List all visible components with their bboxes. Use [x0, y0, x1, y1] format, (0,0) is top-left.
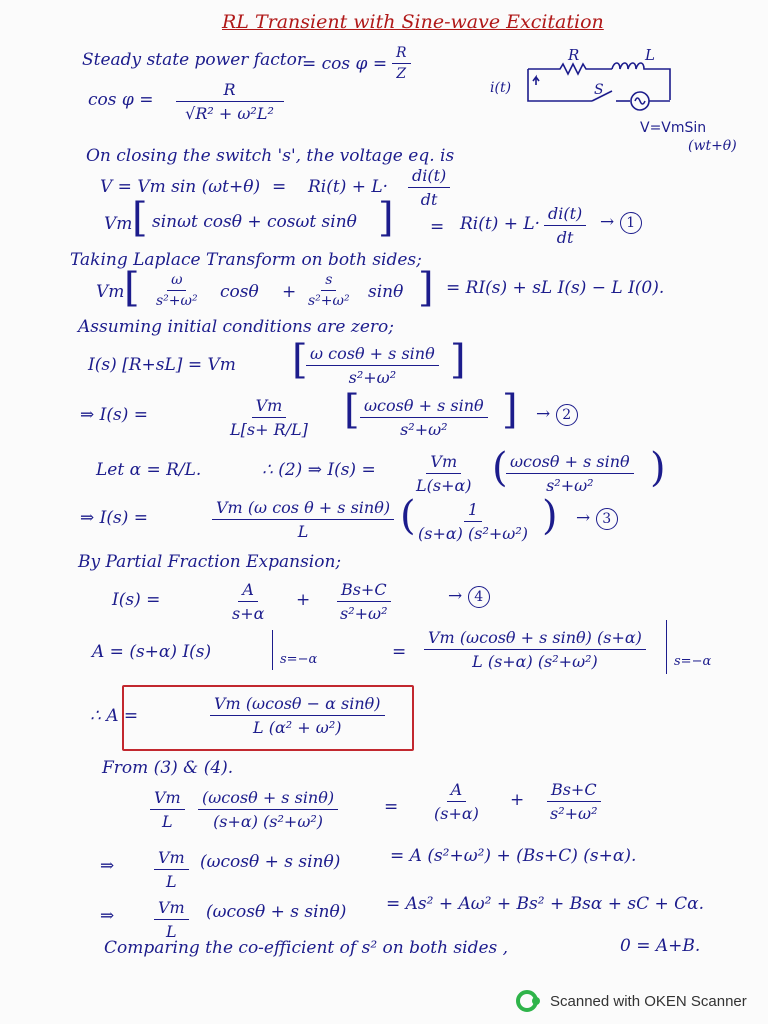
- fraction-denominator: s²+ω²: [156, 293, 198, 309]
- fraction-numerator: Vm: [252, 396, 287, 418]
- fraction-denominator: s²+ω²: [308, 293, 350, 309]
- power-factor-fraction: [392, 45, 411, 82]
- is-lhs: I(s) [R+sL] = Vm: [88, 355, 236, 375]
- cos-phi-lhs: cos φ =: [88, 90, 154, 110]
- left-paren: (: [400, 493, 416, 539]
- source-label: V=VmSin: [640, 120, 707, 136]
- voltage-eq-rhs: Ri(t) + L·: [308, 177, 389, 197]
- comparing-text: Comparing the co-efficient of s² on both sides ,: [104, 938, 509, 958]
- a-fraction: [424, 628, 646, 671]
- a-equals: =: [392, 642, 407, 662]
- pf4-lhs: I(s) =: [112, 590, 161, 610]
- h-rhs: = As² + Aω² + Bs² + Bsα + sC + Cα.: [386, 894, 705, 914]
- fraction-denominator: √R² + ω²L²: [185, 104, 274, 123]
- laplace-sin: sinθ: [368, 282, 404, 302]
- is3-fraction-1: [212, 498, 394, 541]
- fraction-denominator: L: [166, 922, 177, 941]
- fraction-numerator: Vm: [154, 848, 189, 870]
- equation-number: 1: [620, 212, 642, 234]
- right-paren: ): [542, 493, 558, 539]
- fraction-numerator: R: [392, 45, 411, 64]
- evaluation-bar: [666, 620, 667, 674]
- g-implies: ⇒: [100, 856, 115, 876]
- equation-1-marker: → 1: [600, 212, 642, 234]
- fraction-numerator: ω: [167, 272, 186, 291]
- fraction-numerator: Vm: [150, 788, 185, 810]
- fraction-denominator: Z: [396, 66, 407, 82]
- cos-phi-fraction: [172, 80, 287, 123]
- a-subscript: s=−α: [280, 652, 318, 667]
- fraction-denominator: L[s+ R/L]: [230, 420, 308, 439]
- fraction-denominator: L (α² + ω²): [253, 718, 342, 737]
- laplace-fraction-1: [152, 272, 202, 309]
- is3-lhs: ⇒ I(s) =: [80, 508, 148, 528]
- right-paren: ): [650, 445, 666, 491]
- let-fraction-1: [412, 452, 476, 495]
- laplace-plus: +: [282, 282, 297, 302]
- right-bracket: ]: [450, 337, 466, 383]
- right-bracket: ]: [418, 265, 434, 311]
- fraction-denominator: s²+ω²: [550, 804, 598, 823]
- h-fraction: [154, 898, 189, 941]
- fraction-denominator: L(s+α): [416, 476, 472, 495]
- from-text: From (3) & (4).: [102, 758, 234, 778]
- vm-expand-label: Vm: [104, 214, 133, 234]
- left-bracket: [: [344, 387, 360, 433]
- page-title: RL Transient with Sine-wave Excitation: [222, 11, 604, 33]
- from-fraction-3: [430, 780, 483, 823]
- fraction-denominator: (s+α) (s²+ω²): [418, 524, 528, 543]
- fraction-numerator: di(t): [408, 166, 450, 188]
- laplace-fraction-2: [304, 272, 354, 309]
- equation-3-marker: → 3: [576, 508, 618, 530]
- is2-fraction-1: [226, 396, 312, 439]
- fraction-denominator: s²+ω²: [340, 604, 388, 623]
- fraction-denominator: L: [297, 522, 309, 541]
- is2-lhs: ⇒ I(s) =: [80, 405, 148, 425]
- di-dt-fraction-2: [544, 204, 586, 247]
- fraction-denominator: s+α: [232, 604, 265, 623]
- fraction-numerator: ωcosθ + s sinθ: [506, 452, 634, 474]
- switch-label: S: [594, 82, 604, 98]
- fraction-numerator: Vm: [154, 898, 189, 920]
- fraction-numerator: (ωcosθ + s sinθ): [198, 788, 338, 810]
- laplace-cos: cosθ: [220, 282, 259, 302]
- fraction-numerator: ω cosθ + s sinθ: [306, 344, 439, 366]
- fraction-denominator: s²+ω²: [400, 420, 448, 439]
- partial-fraction-text: By Partial Fraction Expansion;: [78, 552, 342, 572]
- pf4-plus: +: [296, 590, 311, 610]
- laplace-text: Taking Laplace Transform on both sides;: [70, 250, 422, 270]
- resistor-label: R: [568, 46, 580, 64]
- di-dt-fraction: [408, 166, 450, 209]
- fraction-numerator: R: [176, 80, 284, 102]
- from-equals: =: [384, 797, 399, 817]
- oken-logo-icon: [516, 988, 542, 1014]
- fraction-numerator: Vm (ω cos θ + s sinθ): [212, 498, 394, 520]
- from-fraction-1: [150, 788, 185, 831]
- fraction-numerator: Bs+C: [337, 580, 391, 602]
- scanner-watermark: [516, 988, 747, 1014]
- equation-number: 2: [556, 404, 578, 426]
- current-label: i(t): [490, 80, 512, 96]
- fraction-numerator: ωcosθ + s sinθ: [360, 396, 488, 418]
- a-box-lhs: ∴ A =: [90, 706, 139, 726]
- from-fraction-4: [546, 780, 602, 823]
- equation-number: 4: [468, 586, 490, 608]
- fraction-denominator: (s+α) (s²+ω²): [213, 812, 324, 831]
- fraction-numerator: 1: [464, 500, 482, 522]
- h-implies: ⇒: [100, 906, 115, 926]
- fraction-denominator: (s+α): [434, 804, 479, 823]
- comparing-rhs: 0 = A+B.: [620, 936, 701, 956]
- fraction-numerator: Vm (ωcosθ − α sinθ): [210, 694, 385, 716]
- left-paren: (: [492, 445, 508, 491]
- equation-4-marker: → 4: [448, 586, 490, 608]
- left-bracket: [: [132, 195, 148, 241]
- power-factor-eq: = cos φ =: [302, 54, 388, 74]
- vm-expand-rhs: Ri(t) + L·: [460, 214, 541, 234]
- a-lhs: A = (s+α) I(s): [92, 642, 212, 662]
- left-bracket: [: [292, 337, 308, 383]
- g-middle: (ωcosθ + s sinθ): [200, 852, 341, 872]
- h-middle: (ωcosθ + s sinθ): [206, 902, 347, 922]
- vm-expand-equals: =: [430, 217, 445, 237]
- is-fraction: [306, 344, 439, 387]
- is2-fraction-2: [360, 396, 488, 439]
- fraction-denominator: L: [162, 812, 173, 831]
- laplace-rhs: = RI(s) + sL I(s) − L I(0).: [446, 278, 665, 298]
- vm-expand-inner: sinωt cosθ + cosωt sinθ: [152, 212, 357, 232]
- pf4-fraction-1: [228, 580, 268, 623]
- fraction-denominator: s²+ω²: [348, 368, 397, 387]
- assuming-text: Assuming initial conditions are zero;: [78, 317, 394, 337]
- fraction-denominator: L (s+α) (s²+ω²): [472, 652, 598, 671]
- power-factor-label: Steady state power factor: [82, 50, 305, 70]
- fraction-denominator: L: [166, 872, 177, 891]
- source-label-phase: (wt+θ): [688, 138, 737, 154]
- g-rhs: = A (s²+ω²) + (Bs+C) (s+α).: [390, 846, 637, 866]
- g-fraction: [154, 848, 189, 891]
- fraction-numerator: Bs+C: [547, 780, 601, 802]
- from-fraction-2: [198, 788, 338, 831]
- right-bracket: ]: [378, 195, 394, 241]
- scanner-text: Scanned with OKEN Scanner: [550, 992, 747, 1010]
- left-bracket: [: [124, 265, 140, 311]
- pf4-fraction-2: [336, 580, 392, 623]
- a-box-fraction: [210, 694, 385, 737]
- right-bracket: ]: [502, 387, 518, 433]
- fraction-numerator: Vm: [426, 452, 461, 474]
- equation-number: 3: [596, 508, 618, 530]
- fraction-numerator: s: [321, 272, 336, 291]
- laplace-vm: Vm: [96, 282, 125, 302]
- let-alpha-implies: ∴ (2) ⇒ I(s) =: [262, 460, 376, 480]
- let-alpha-text: Let α = R/L.: [96, 460, 202, 480]
- fraction-denominator: s²+ω²: [546, 476, 594, 495]
- a-subscript-2: s=−α: [674, 654, 712, 669]
- equation-2-marker: → 2: [536, 404, 578, 426]
- fraction-denominator: dt: [556, 228, 574, 247]
- fraction-numerator: Vm (ωcosθ + s sinθ) (s+α): [424, 628, 646, 650]
- let-fraction-2: [506, 452, 634, 495]
- evaluation-bar: [272, 630, 273, 670]
- fraction-numerator: A: [447, 780, 467, 802]
- from-plus: +: [510, 790, 525, 810]
- inductor-label: L: [645, 46, 655, 64]
- voltage-eq-lhs: V = Vm sin (ωt+θ): [100, 177, 261, 197]
- voltage-eq-equals: =: [272, 177, 287, 197]
- closing-switch-text: On closing the switch 's', the voltage eq. is: [86, 146, 455, 166]
- fraction-denominator: dt: [420, 190, 438, 209]
- is3-fraction-2: [414, 500, 532, 543]
- fraction-numerator: A: [238, 580, 258, 602]
- fraction-numerator: di(t): [544, 204, 586, 226]
